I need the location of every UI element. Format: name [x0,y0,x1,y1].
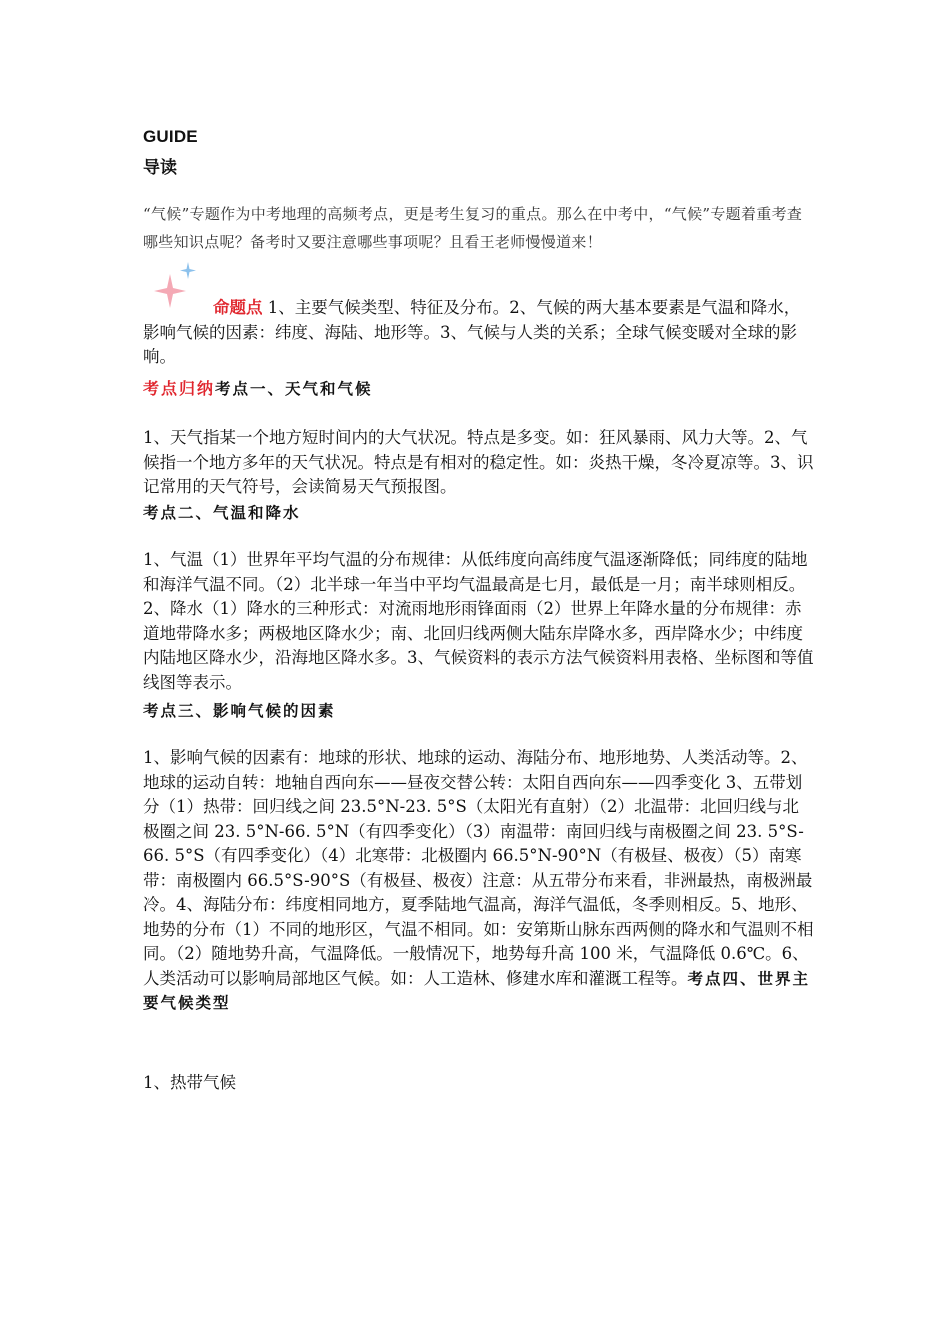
kaodian-3-paragraph [143,746,815,1016]
heading-kaodian-1: 考点一、天气和气候 [215,380,373,398]
kaodian-label: 考点归纳 [143,379,216,398]
intro-paragraph: “气候”专题作为中考地理的高频考点，更是考生复习的重点。那么在中考中，“气候”专题着重考查哪些知识点呢？备考时又要注意哪些事项呢？且看王老师慢慢道来！ [143,205,803,251]
guide-title-cn: 导读 [143,158,177,178]
mingti-label: 命题点 [213,298,263,317]
kaodian-heading-line [143,376,373,399]
kaodian-3-text: 1、影响气候的因素有：地球的形状、地球的运动、海陆分布、地形地势、人类活动等。2、地球的运动自转：地轴自西向东——昼夜交替公转：太阳自西向东——四季变化 3、五带划分（1）热带：回归线之间 23.5°N-23. 5°S（太阳光有直射）（2）北温带：北回归线与北极圈之间 23. 5°N-66. 5°N（有四季变化）（3）南温带：南回归线与南极圈之间 23. 5°S-66. 5°S（有四季变化）（4）北寒带：北极圈内 66.5°N-90°N（有极昼、极夜）（5）南寒带：南极圈内 66.5°S-90°S（有极昼、极夜）注意：从五带分布来看，非洲最热，南极洲最冷。4、海陆分布：纬度相同地方，夏季陆地气温高，海洋气温低，冬季则相反。5、地形、地势的分布（1）不同的地形区，气温不相同。如：安第斯山脉东西两侧的降水和气温则不相同。（2）随地势升高，气温降低。一般情况下，地势每升高 100 米，气温降低 0.6℃。6、人类活动可以影响局部地区气候。如：人工造林、修建水库和灌溉工程等。 [143,748,814,988]
mingti-paragraph [143,296,815,370]
mingti-text: 1、主要气候类型、特征及分布。2、气候的两大基本要素是气温和降水，影响气候的因素：纬度、海陆、地形等。3、气候与人类的关系；全球气候变暖对全球的影响。 [143,298,801,366]
heading-kaodian-3: 考点三、影响气候的因素 [143,702,336,720]
heading-kaodian-2: 考点二、气温和降水 [143,504,301,522]
kaodian-4-paragraph: 1、热带气候 [143,1073,236,1092]
kaodian-2-paragraph: 1、气温（1）世界年平均气温的分布规律：从低纬度向高纬度气温逐渐降低；同纬度的陆地和海洋气温不同。（2）北半球一年当中平均气温最高是七月，最低是一月；南半球则相反。2、降水（1）降水的三种形式：对流雨地形雨锋面雨（2）世界上年降水量的分布规律：赤道地带降水多；两极地区降水少；南、北回归线两侧大陆东岸降水多，西岸降水少；中纬度内陆地区降水少，沿海地区降水多。3、气候资料的表示方法气候资料用表格、坐标图和等值线图等表示。 [143,550,814,692]
kaodian-1-paragraph: 1、天气指某一个地方短时间内的大气状况。特点是多变。如：狂风暴雨、风力大等。2、气候指一个地方多年的天气状况。特点是有相对的稳定性。如：炎热干燥，冬冷夏凉等。3、识记常用的天气符号，会读简易天气预报图。 [143,428,814,496]
guide-title-en: GUIDE [143,127,198,146]
heading-kaodian-4: 考点四、世界主要气候类型 [143,969,811,1012]
